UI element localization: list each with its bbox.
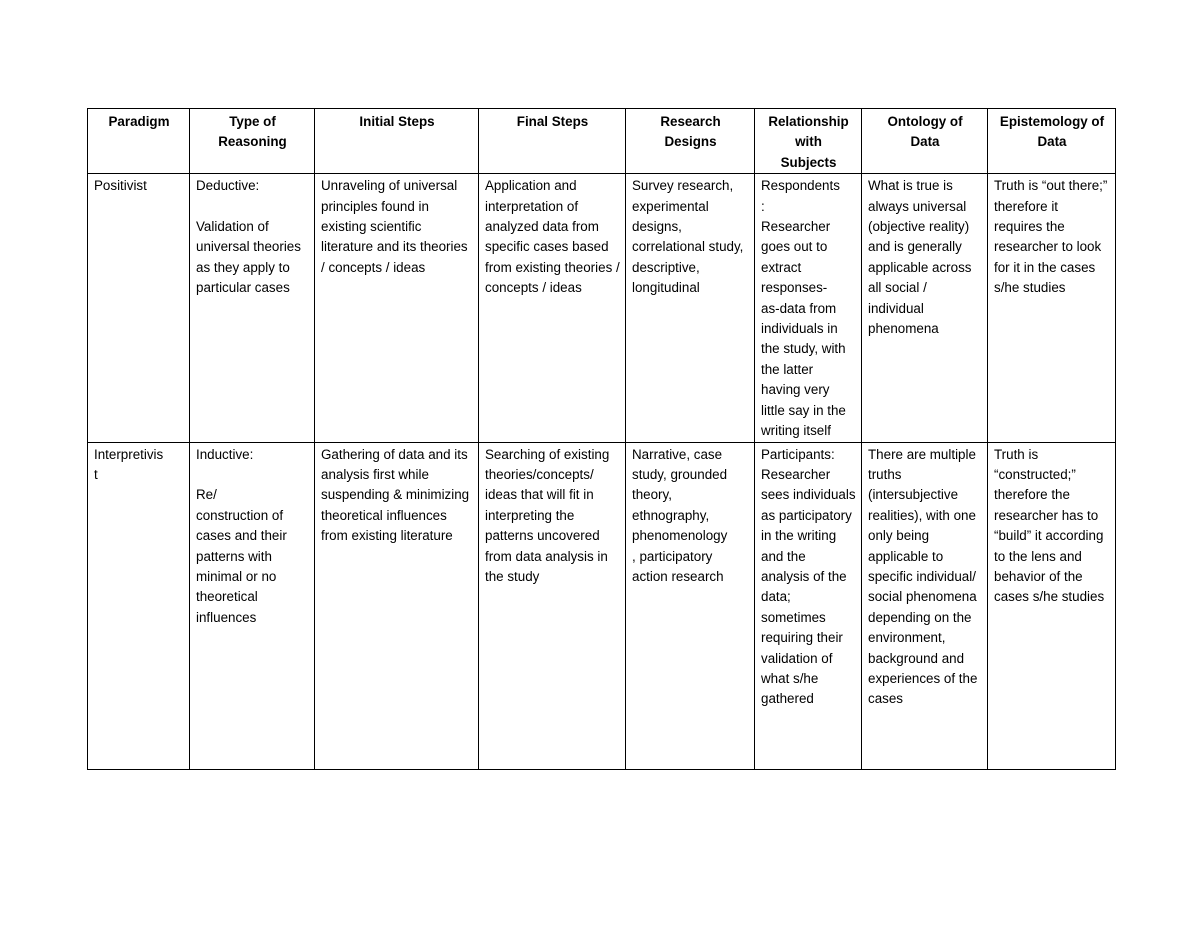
cell-final-steps: Searching of existing theories/concepts/ ideas that will fit in interpreting the patterns uncovered from data analysis in the study xyxy=(479,442,626,769)
cell-initial-steps: Unraveling of universal principles found in existing scientific literature and its theories / concepts / ideas xyxy=(315,174,479,442)
cell-research-designs: Narrative, case study, grounded theory, ethnography, phenomenology , participatory action research xyxy=(626,442,755,769)
header-ontology-of-data: Ontology of Data xyxy=(862,109,988,174)
cell-initial-steps: Gathering of data and its analysis first while suspending & minimizing theoretical influences from existing literature xyxy=(315,442,479,769)
header-relationship-with-subjects: Relationship with Subjects xyxy=(755,109,862,174)
header-epistemology-of-data: Epistemology of Data xyxy=(988,109,1116,174)
table-row-positivist xyxy=(88,174,1116,442)
cell-paradigm: Interpretivis t xyxy=(88,442,190,769)
cell-ontology-of-data: What is true is always universal (objective reality) and is generally applicable across all social / individual phenomena xyxy=(862,174,988,442)
cell-final-steps: Application and interpretation of analyzed data from specific cases based from existing theories / concepts / ideas xyxy=(479,174,626,442)
header-paradigm: Paradigm xyxy=(88,109,190,174)
cell-type-of-reasoning: Deductive: Validation of universal theories as they apply to particular cases xyxy=(190,174,315,442)
header-research-designs: Research Designs xyxy=(626,109,755,174)
header-initial-steps: Initial Steps xyxy=(315,109,479,174)
cell-type-of-reasoning: Inductive: Re/ construction of cases and their patterns with minimal or no theoretical influences xyxy=(190,442,315,769)
table-header-row xyxy=(88,109,1116,174)
cell-epistemology-of-data: Truth is “constructed;” therefore the researcher has to “build” it according to the lens and behavior of the cases s/he studies xyxy=(988,442,1116,769)
table-row-interpretivist xyxy=(88,442,1116,769)
cell-relationship-with-subjects: Participants: Researcher sees individuals as participatory in the writing and the analysis of the data; sometimes requiring their validation of what s/he gathered xyxy=(755,442,862,769)
cell-paradigm: Positivist xyxy=(88,174,190,442)
cell-relationship-with-subjects: Respondents : Researcher goes out to extract responses- as-data from individuals in the study, with the latter having very little say in the writing itself xyxy=(755,174,862,442)
cell-epistemology-of-data: Truth is “out there;” therefore it requires the researcher to look for it in the cases s/he studies xyxy=(988,174,1116,442)
cell-ontology-of-data: There are multiple truths (intersubjective realities), with one only being applicable to specific individual/ social phenomena depending on the environment, background and experiences of the cases xyxy=(862,442,988,769)
header-type-of-reasoning: Type of Reasoning xyxy=(190,109,315,174)
paradigm-comparison-table xyxy=(87,108,1116,770)
cell-research-designs: Survey research, experimental designs, correlational study, descriptive, longitudinal xyxy=(626,174,755,442)
header-final-steps: Final Steps xyxy=(479,109,626,174)
